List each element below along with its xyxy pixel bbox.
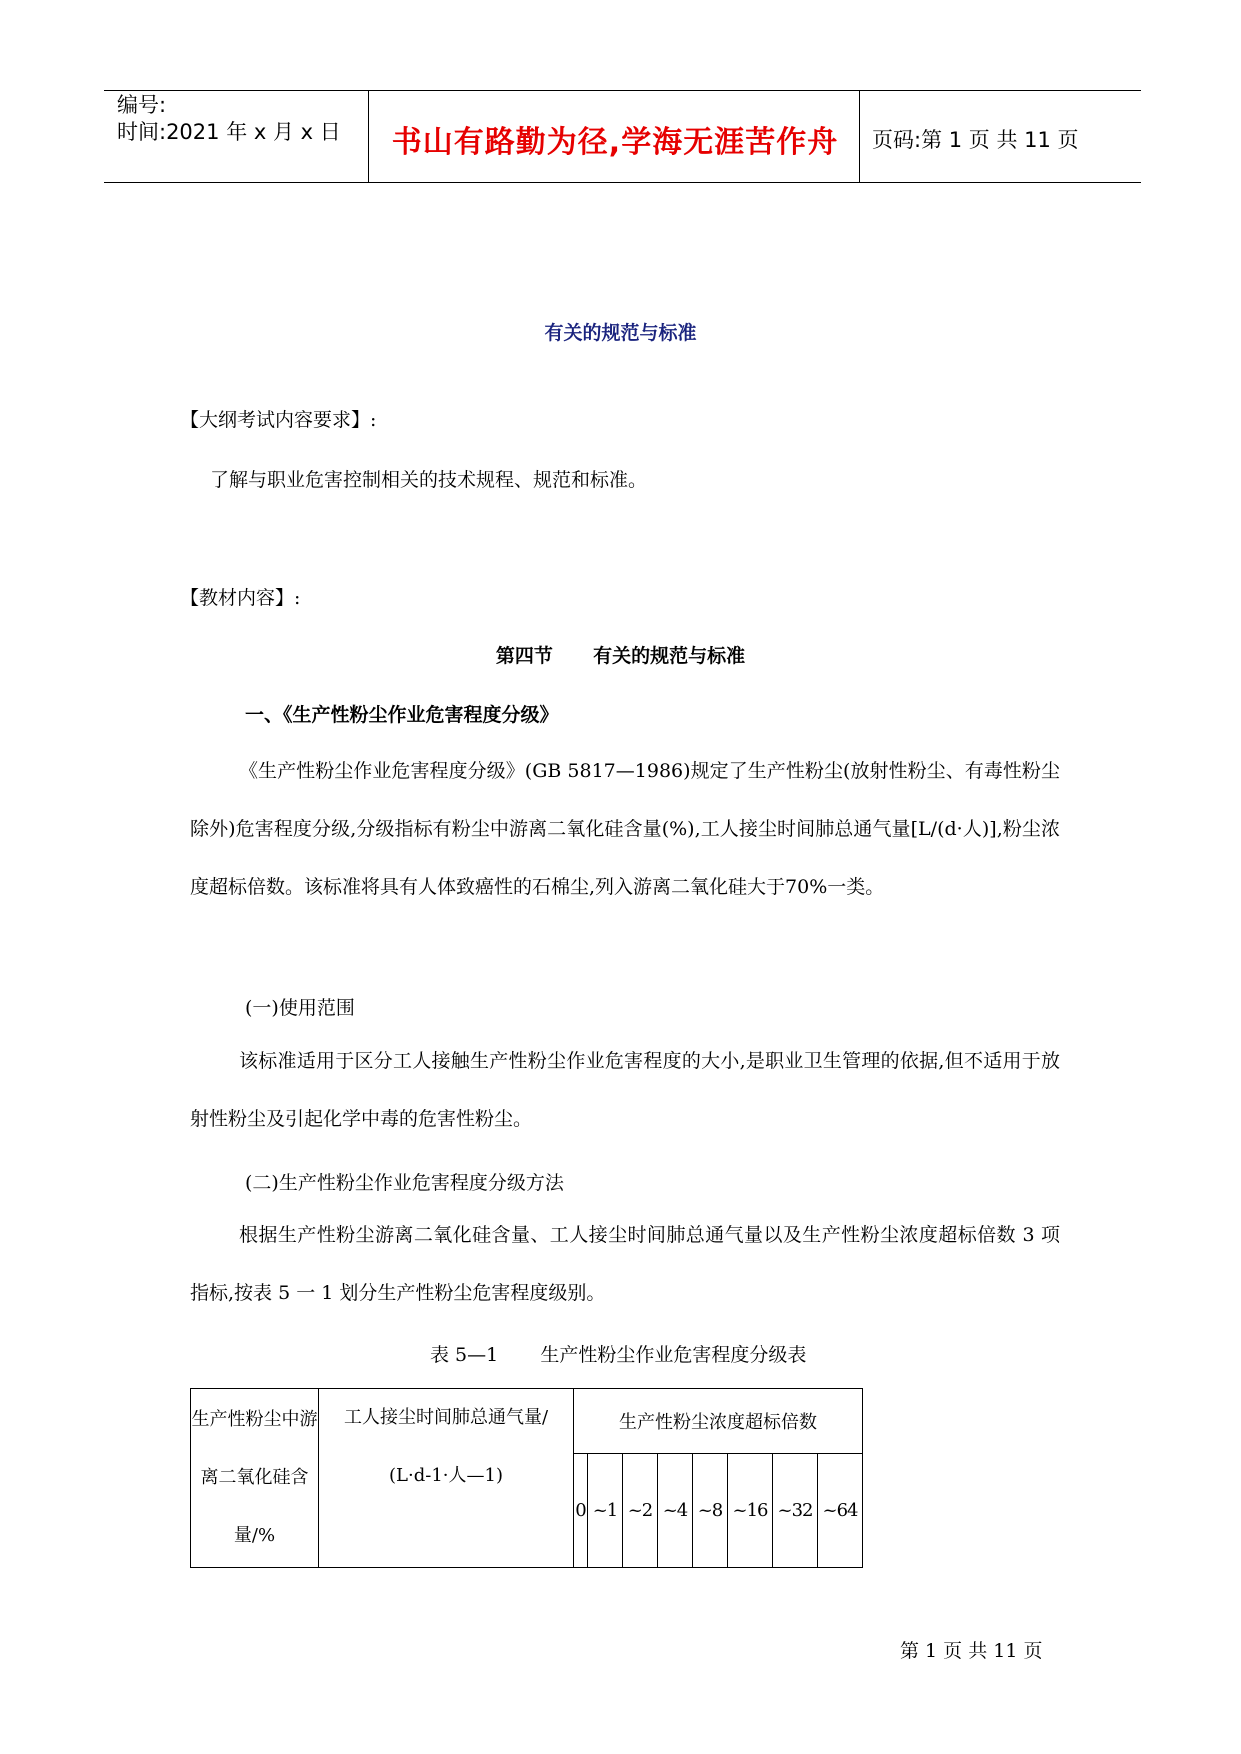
paragraph-scope	[190, 1032, 1060, 1148]
paragraph-standard-description	[190, 742, 1060, 916]
concentration-range-cell: ~8	[693, 1454, 728, 1568]
concentration-range-cell: ~2	[623, 1454, 658, 1568]
paragraph-text: 根据生产性粉尘游离二氧化硅含量、工人接尘时间肺总通气量以及生产性粉尘浓度超标倍数 3 项指标,按表 5 一 1 划分生产性粉尘危害程度级别。	[190, 1224, 1060, 1304]
table-caption-title: 生产性粉尘作业危害程度分级表	[540, 1344, 807, 1366]
dust-hazard-table	[190, 1388, 863, 1568]
ventilation-unit: (L·d-1·人—1)	[389, 1465, 503, 1486]
paragraph-text: 该标准适用于区分工人接触生产性粉尘作业危害程度的大小,是职业卫生管理的依据,但不适用于放射性粉尘及引起化学中毒的危害性粉尘。	[190, 1050, 1060, 1130]
number-label: 编号:	[117, 93, 167, 117]
concentration-range-cell: ~64	[818, 1454, 863, 1568]
section-title	[0, 641, 1241, 668]
concentration-range-cell: 0	[574, 1454, 588, 1568]
method-heading: (二)生产性粉尘作业危害程度分级方法	[245, 1172, 564, 1194]
concentration-range-cell: ~16	[728, 1454, 773, 1568]
page-footer: 第 1 页 共 11 页	[900, 1640, 1043, 1662]
scope-heading: (一)使用范围	[245, 997, 355, 1019]
header-meta	[117, 92, 341, 146]
table-caption-number: 表 5—1	[430, 1344, 499, 1366]
table-header-silica: 生产性粉尘中游离二氧化硅含量/%	[191, 1389, 319, 1568]
header-top-rule	[104, 90, 1141, 91]
subsection-heading: 一、《生产性粉尘作业危害程度分级》	[245, 704, 559, 726]
concentration-range-cell: ~1	[588, 1454, 623, 1568]
outline-heading: 【大纲考试内容要求】:	[180, 409, 377, 431]
ventilation-label: 工人接尘时间肺总通气量/	[343, 1407, 549, 1428]
header-page-info: 页码:第 1 页 共 11 页	[872, 128, 1079, 152]
section-number: 第四节	[495, 645, 553, 667]
table-caption	[430, 1340, 806, 1367]
paragraph-method	[190, 1206, 1060, 1322]
document-title: 有关的规范与标准	[544, 322, 697, 344]
paragraph-text: 《生产性粉尘作业危害程度分级》(GB 5817—1986)规定了生产性粉尘(放射性粉尘、有毒性粉尘除外)危害程度分级,分级指标有粉尘中游离二氧化硅含量(%),工人接尘时间肺总通气量[L/(d·人)],粉尘浓度超标倍数。该标准将具有人体致癌性的石棉尘,列入游离二氧化硅大于70%一类。	[190, 760, 1060, 898]
table-header-ventilation	[319, 1389, 574, 1568]
concentration-range-cell: ~32	[773, 1454, 818, 1568]
textbook-heading: 【教材内容】:	[180, 587, 301, 609]
table-header-concentration: 生产性粉尘浓度超标倍数	[574, 1389, 863, 1454]
header-bottom-rule	[104, 182, 1141, 183]
header-divider-left	[368, 90, 369, 183]
outline-text: 了解与职业危害控制相关的技术规程、规范和标准。	[210, 469, 648, 491]
section-name: 有关的规范与标准	[593, 645, 746, 667]
header-motto: 书山有路勤为径,学海无涯苦作舟	[391, 125, 839, 160]
concentration-range-cell: ~4	[658, 1454, 693, 1568]
time-label: 时间:2021 年 x 月 x 日	[117, 120, 341, 144]
